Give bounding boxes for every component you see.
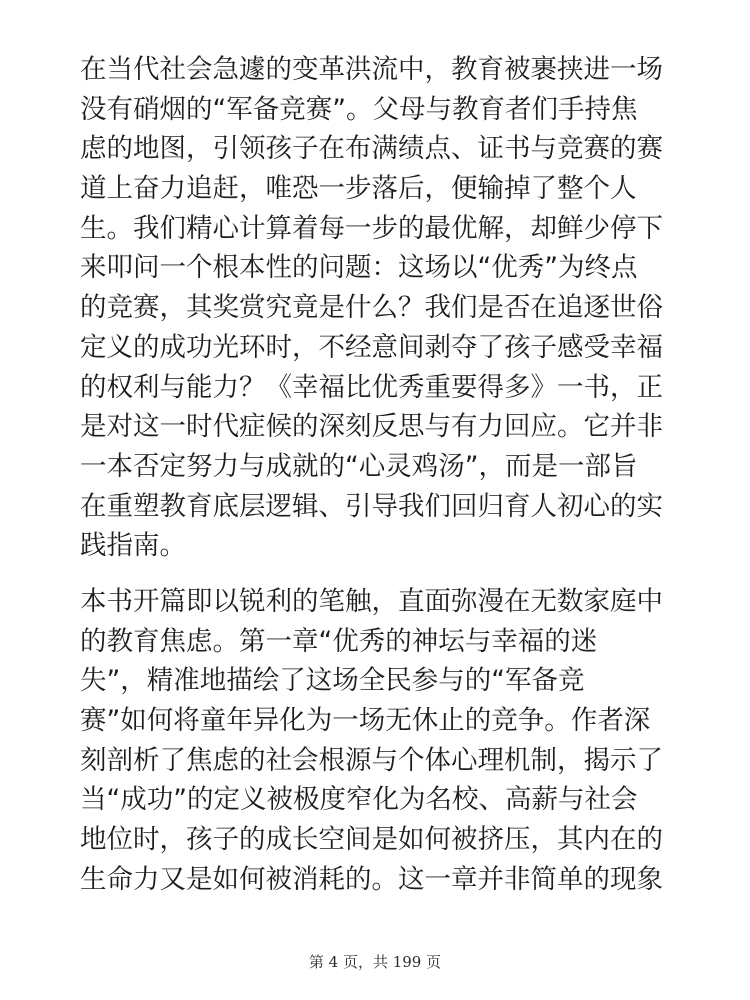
paragraph-1 [80,50,690,566]
text-line: 失”，精准地描绘了这场全民参与的“军备竞 [80,665,585,697]
text-line: 践指南。 [80,530,186,562]
body-text [80,50,690,899]
text-line: 虑的地图，引领孩子在布满绩点、证书与竞赛的赛 [80,133,663,165]
text-line: 的竞赛，其奖赏究竟是什么？我们是否在追逐世俗 [80,292,663,324]
page-footer [0,951,750,973]
text-line: 没有硝烟的“军备竞赛”。父母与教育者们手持焦 [80,93,638,125]
text-line: 当“成功”的定义被极度窄化为名校、高薪与社会 [80,784,638,816]
text-line: 在当代社会急遽的变革洪流中，教育被裹挟进一场 [80,54,663,85]
text-line: 是对这一时代症候的深刻反思与有力回应。它并非 [80,411,663,443]
text-line: 道上奋力追赶，唯恐一步落后，便输掉了整个人 [80,173,637,205]
text-line: 的权利与能力？《幸福比优秀重要得多》一书，正 [80,371,663,403]
text-line: 生。我们精心计算着每一步的最优解，却鲜少停下 [80,212,663,244]
text-line: 赛”如何将童年异化为一场无休止的竞争。作者深 [80,705,651,736]
text-line: 定义的成功光环时，不经意间剥夺了孩子感受幸福 [80,331,663,363]
text-line: 本书开篇即以锐利的笔触，直面弥漫在无数家庭中 [80,585,663,617]
paragraph-2 [80,582,690,900]
text-line: 生命力又是如何被消耗的。这一章并非简单的现象 [80,863,663,895]
text-line: 一本否定努力与成就的“心灵鸡汤”，而是一部旨 [80,450,638,482]
text-line: 的教育焦虑。第一章“优秀的神坛与幸福的迷 [80,625,598,657]
page-number-label: 第 4 页，共 199 页 [308,953,442,971]
text-line: 在重塑教育底层逻辑、引导我们回归育人初心的实 [80,490,663,522]
text-line: 来叩问一个根本性的问题：这场以“优秀”为终点 [80,252,638,284]
text-line: 刻剖析了焦虑的社会根源与个体心理机制，揭示了 [80,744,663,776]
text-line: 地位时，孩子的成长空间是如何被挤压，其内在的 [80,824,663,856]
